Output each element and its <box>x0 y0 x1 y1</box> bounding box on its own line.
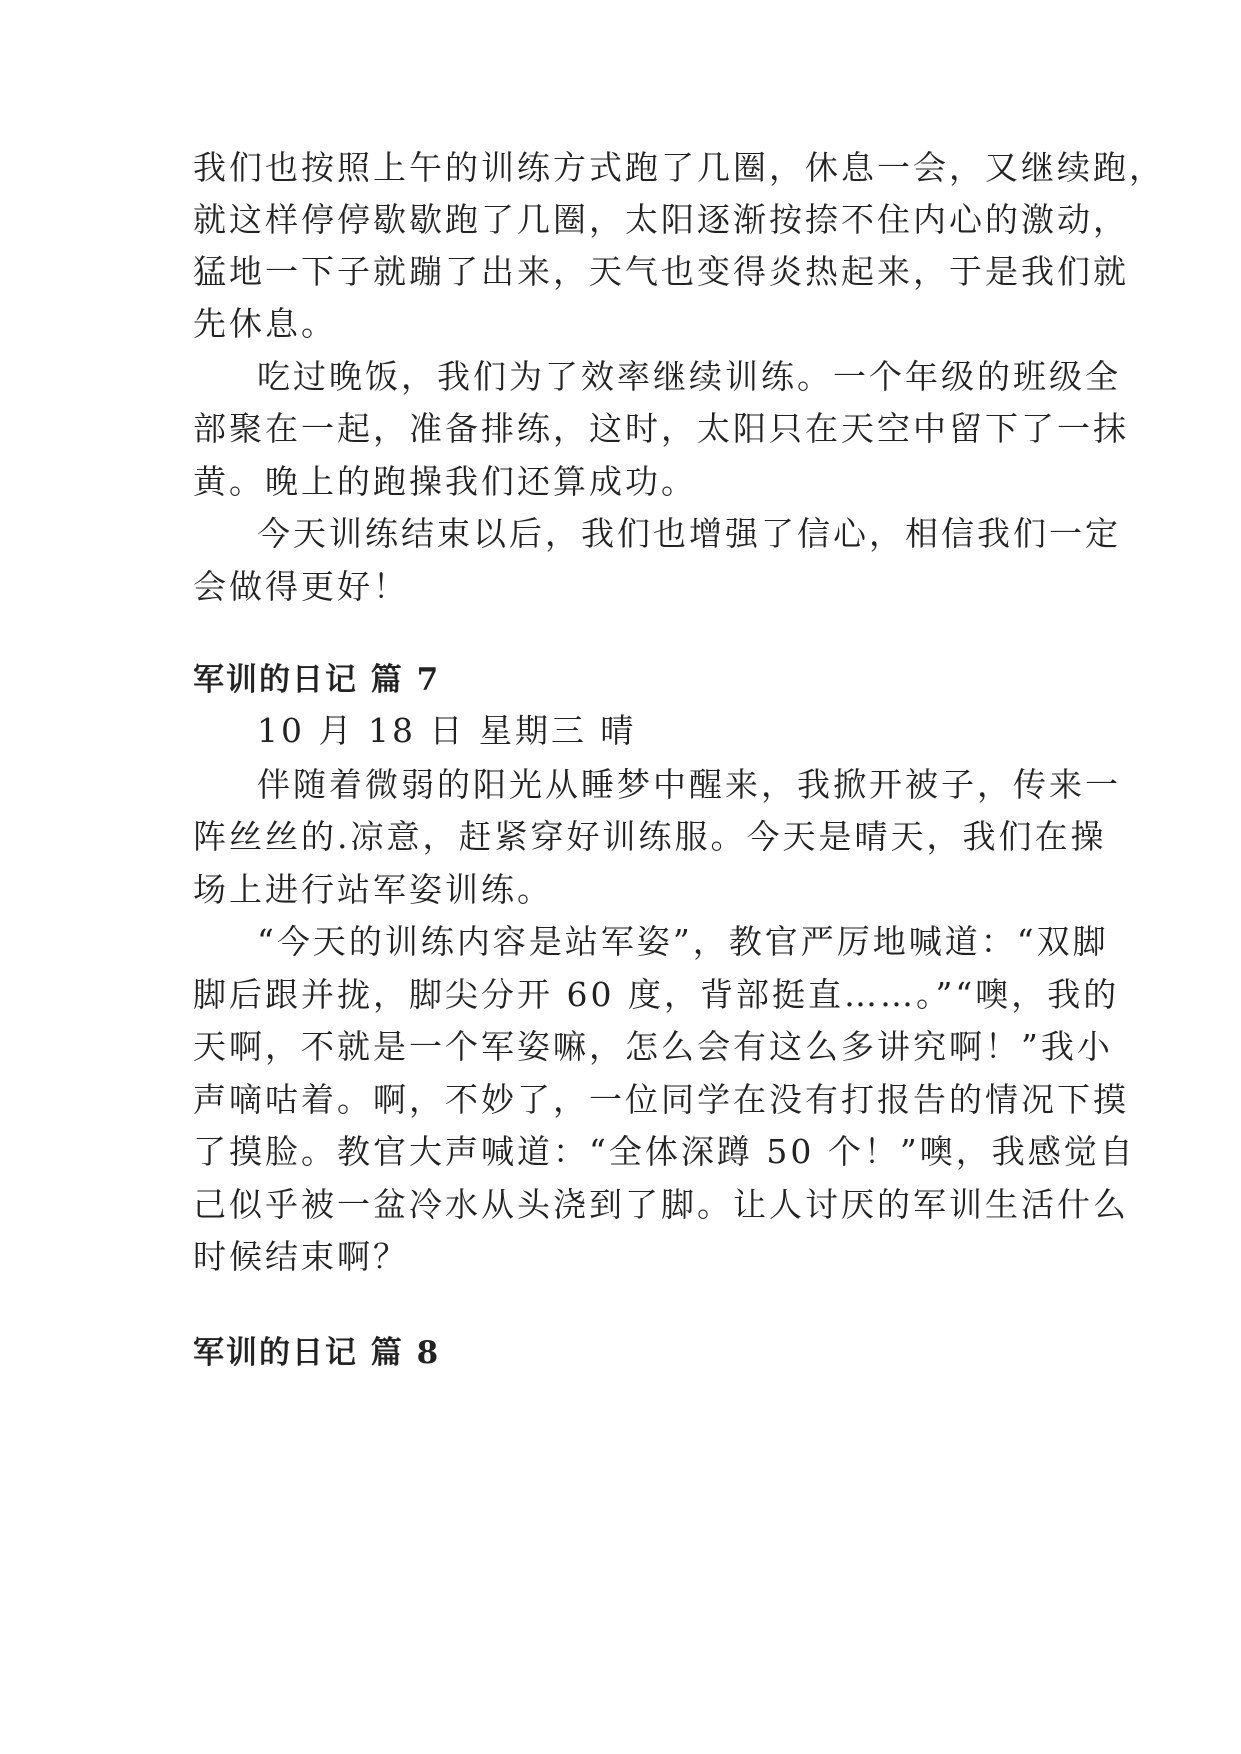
paragraph-line: 天啊，不就是一个军姿嘛，怎么会有这么多讲究啊！”我小 <box>193 1027 1113 1066</box>
paragraph-line: 会做得更好！ <box>193 567 409 606</box>
paragraph-line: 我们也按照上午的训练方式跑了几圈，休息一会，又继续跑， <box>193 148 1165 187</box>
paragraph-line: 今天训练结束以后，我们也增强了信心，相信我们一定 <box>257 514 1121 553</box>
paragraph-line: 脚后跟并拢，脚尖分开 60 度，背部挺直……。”“噢，我的 <box>193 975 1120 1014</box>
paragraph-line: 伴随着微弱的阳光从睡梦中醒来，我掀开被子，传来一 <box>257 765 1121 804</box>
paragraph-line: 部聚在一起，准备排练，这时，太阳只在天空中留下了一抹 <box>193 409 1129 448</box>
paragraph-line: 阵丝丝的.凉意，赶紧穿好训练服。今天是晴天，我们在操 <box>193 817 1107 856</box>
section-title: 军训的日记 篇 8 <box>193 1335 441 1371</box>
paragraph-line: 先休息。 <box>193 304 337 343</box>
paragraph-line: 时候结束啊？ <box>193 1237 409 1276</box>
paragraph-line: 就这样停停歇歇跑了几圈，太阳逐渐按捺不住内心的激动， <box>193 200 1129 239</box>
paragraph-line: 场上进行站军姿训练。 <box>193 870 553 909</box>
section-title: 军训的日记 篇 7 <box>193 662 441 698</box>
paragraph-line: 了摸脸。教官大声喊道：“全体深蹲 50 个！”噢，我感觉自 <box>193 1132 1136 1171</box>
paragraph-line: 吃过晚饭，我们为了效率继续训练。一个年级的班级全 <box>257 357 1121 396</box>
paragraph-line: 猛地一下子就蹦了出来，天气也变得炎热起来，于是我们就 <box>193 252 1129 291</box>
diary-date: 10 月 18 日 星期三 晴 <box>257 711 637 750</box>
paragraph-line: 己似乎被一盆冷水从头浇到了脚。让人讨厌的军训生活什么 <box>193 1185 1129 1224</box>
paragraph-line: “今天的训练内容是站军姿”，教官严厉地喊道：“双脚 <box>257 922 1109 961</box>
paragraph-line: 声嘀咕着。啊，不妙了，一位同学在没有打报告的情况下摸 <box>193 1080 1129 1119</box>
paragraph-line: 黄。晚上的跑操我们还算成功。 <box>193 462 697 501</box>
